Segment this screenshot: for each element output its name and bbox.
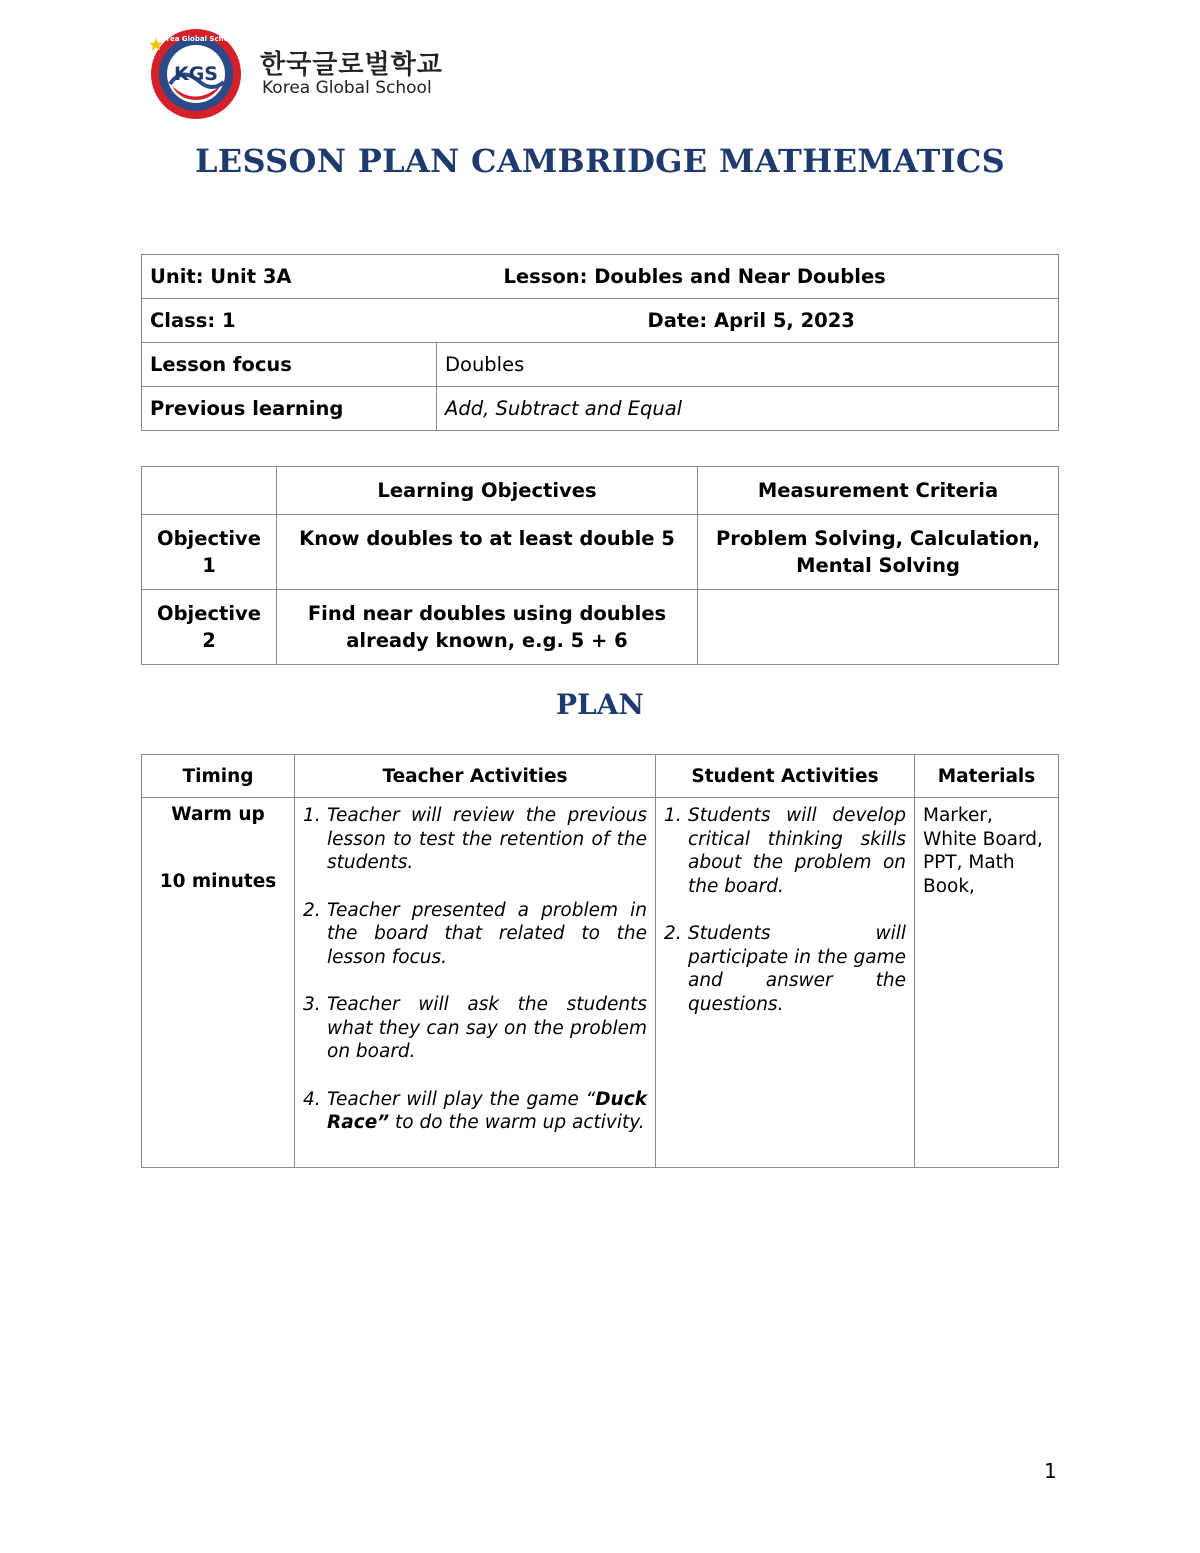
table-row bbox=[142, 387, 1059, 431]
timing-cell bbox=[142, 798, 295, 1168]
unit-lesson-cell bbox=[142, 255, 1059, 299]
objective-label: Objective 2 bbox=[142, 590, 277, 665]
lesson-focus-value: Doubles bbox=[437, 343, 1059, 387]
objective-criteria: Problem Solving, Calculation, Mental Solving bbox=[698, 515, 1059, 590]
teacher-activities-cell bbox=[295, 798, 656, 1168]
objective-text: Know doubles to at least double 5 bbox=[277, 515, 698, 590]
teacher-activities-header: Teacher Activities bbox=[295, 755, 656, 798]
logo-badge-text: KGS bbox=[173, 63, 219, 85]
list-item: 1. Teacher will review the previous lesson to test the retention of the students. bbox=[303, 805, 647, 873]
student-activities-cell bbox=[656, 798, 915, 1168]
materials-header: Materials bbox=[915, 755, 1059, 798]
timing-phase: Warm up bbox=[171, 804, 265, 825]
timing-duration: 10 minutes bbox=[159, 871, 277, 892]
materials-cell: Marker, White Board, PPT, Math Book, bbox=[915, 798, 1059, 1168]
table-row bbox=[142, 590, 1059, 665]
logo-ring-text: Korea Global School bbox=[156, 35, 236, 43]
objectives-header-blank bbox=[142, 467, 277, 515]
game-name: Duck Race” bbox=[327, 1088, 647, 1133]
plan-heading: PLAN bbox=[555, 688, 645, 721]
objective-text: Find near doubles using doubles already known, e.g. 5 + 6 bbox=[277, 590, 698, 665]
objectives-table bbox=[141, 466, 1059, 665]
list-item: 4. Teacher will play the game “Duck Race” to do the warm up activity. bbox=[303, 1088, 647, 1133]
student-activities-header: Student Activities bbox=[656, 755, 915, 798]
table-row bbox=[142, 515, 1059, 590]
list-item: 3. Teacher will ask the students what they can say on the problem on board. bbox=[303, 994, 647, 1062]
table-header-row bbox=[142, 467, 1059, 515]
kgs-emblem-icon bbox=[142, 26, 254, 122]
list-item: 2. Students will participate in the game and answer the questions. bbox=[664, 923, 906, 1015]
table-row bbox=[142, 798, 1059, 1168]
plan-table bbox=[141, 754, 1059, 1168]
page-number: 1 bbox=[1044, 1459, 1057, 1483]
table-header-row bbox=[142, 755, 1059, 798]
school-name-english: Korea Global School bbox=[262, 78, 432, 98]
objective-label: Objective 1 bbox=[142, 515, 277, 590]
list-item: 2. Teacher presented a problem in the board that related to the lesson focus. bbox=[303, 899, 647, 968]
timing-header: Timing bbox=[142, 755, 295, 798]
lesson-focus-label: Lesson focus bbox=[142, 343, 437, 387]
table-row bbox=[142, 343, 1059, 387]
lesson-label: Lesson: Doubles and Near Doubles bbox=[503, 265, 886, 288]
learning-objectives-header: Learning Objectives bbox=[277, 467, 698, 515]
table-row bbox=[142, 299, 1059, 343]
school-name-korean: 한국글로벌학교 bbox=[260, 50, 443, 80]
objective-criteria bbox=[698, 590, 1059, 665]
school-logo bbox=[142, 26, 472, 122]
table-row bbox=[142, 255, 1059, 299]
unit-label: Unit: Unit 3A bbox=[150, 265, 292, 288]
lesson-info-table bbox=[141, 254, 1059, 431]
document-title: LESSON PLAN CAMBRIDGE MATHEMATICS bbox=[194, 142, 1006, 180]
class-date-cell bbox=[142, 299, 1059, 343]
previous-learning-value: Add, Subtract and Equal bbox=[437, 387, 1059, 431]
date-label: Date: April 5, 2023 bbox=[647, 309, 855, 332]
previous-learning-label: Previous learning bbox=[142, 387, 437, 431]
measurement-criteria-header: Measurement Criteria bbox=[698, 467, 1059, 515]
class-label: Class: 1 bbox=[150, 309, 236, 332]
list-item: 1. Students will develop critical thinking skills about the problem on the board. bbox=[664, 805, 906, 897]
